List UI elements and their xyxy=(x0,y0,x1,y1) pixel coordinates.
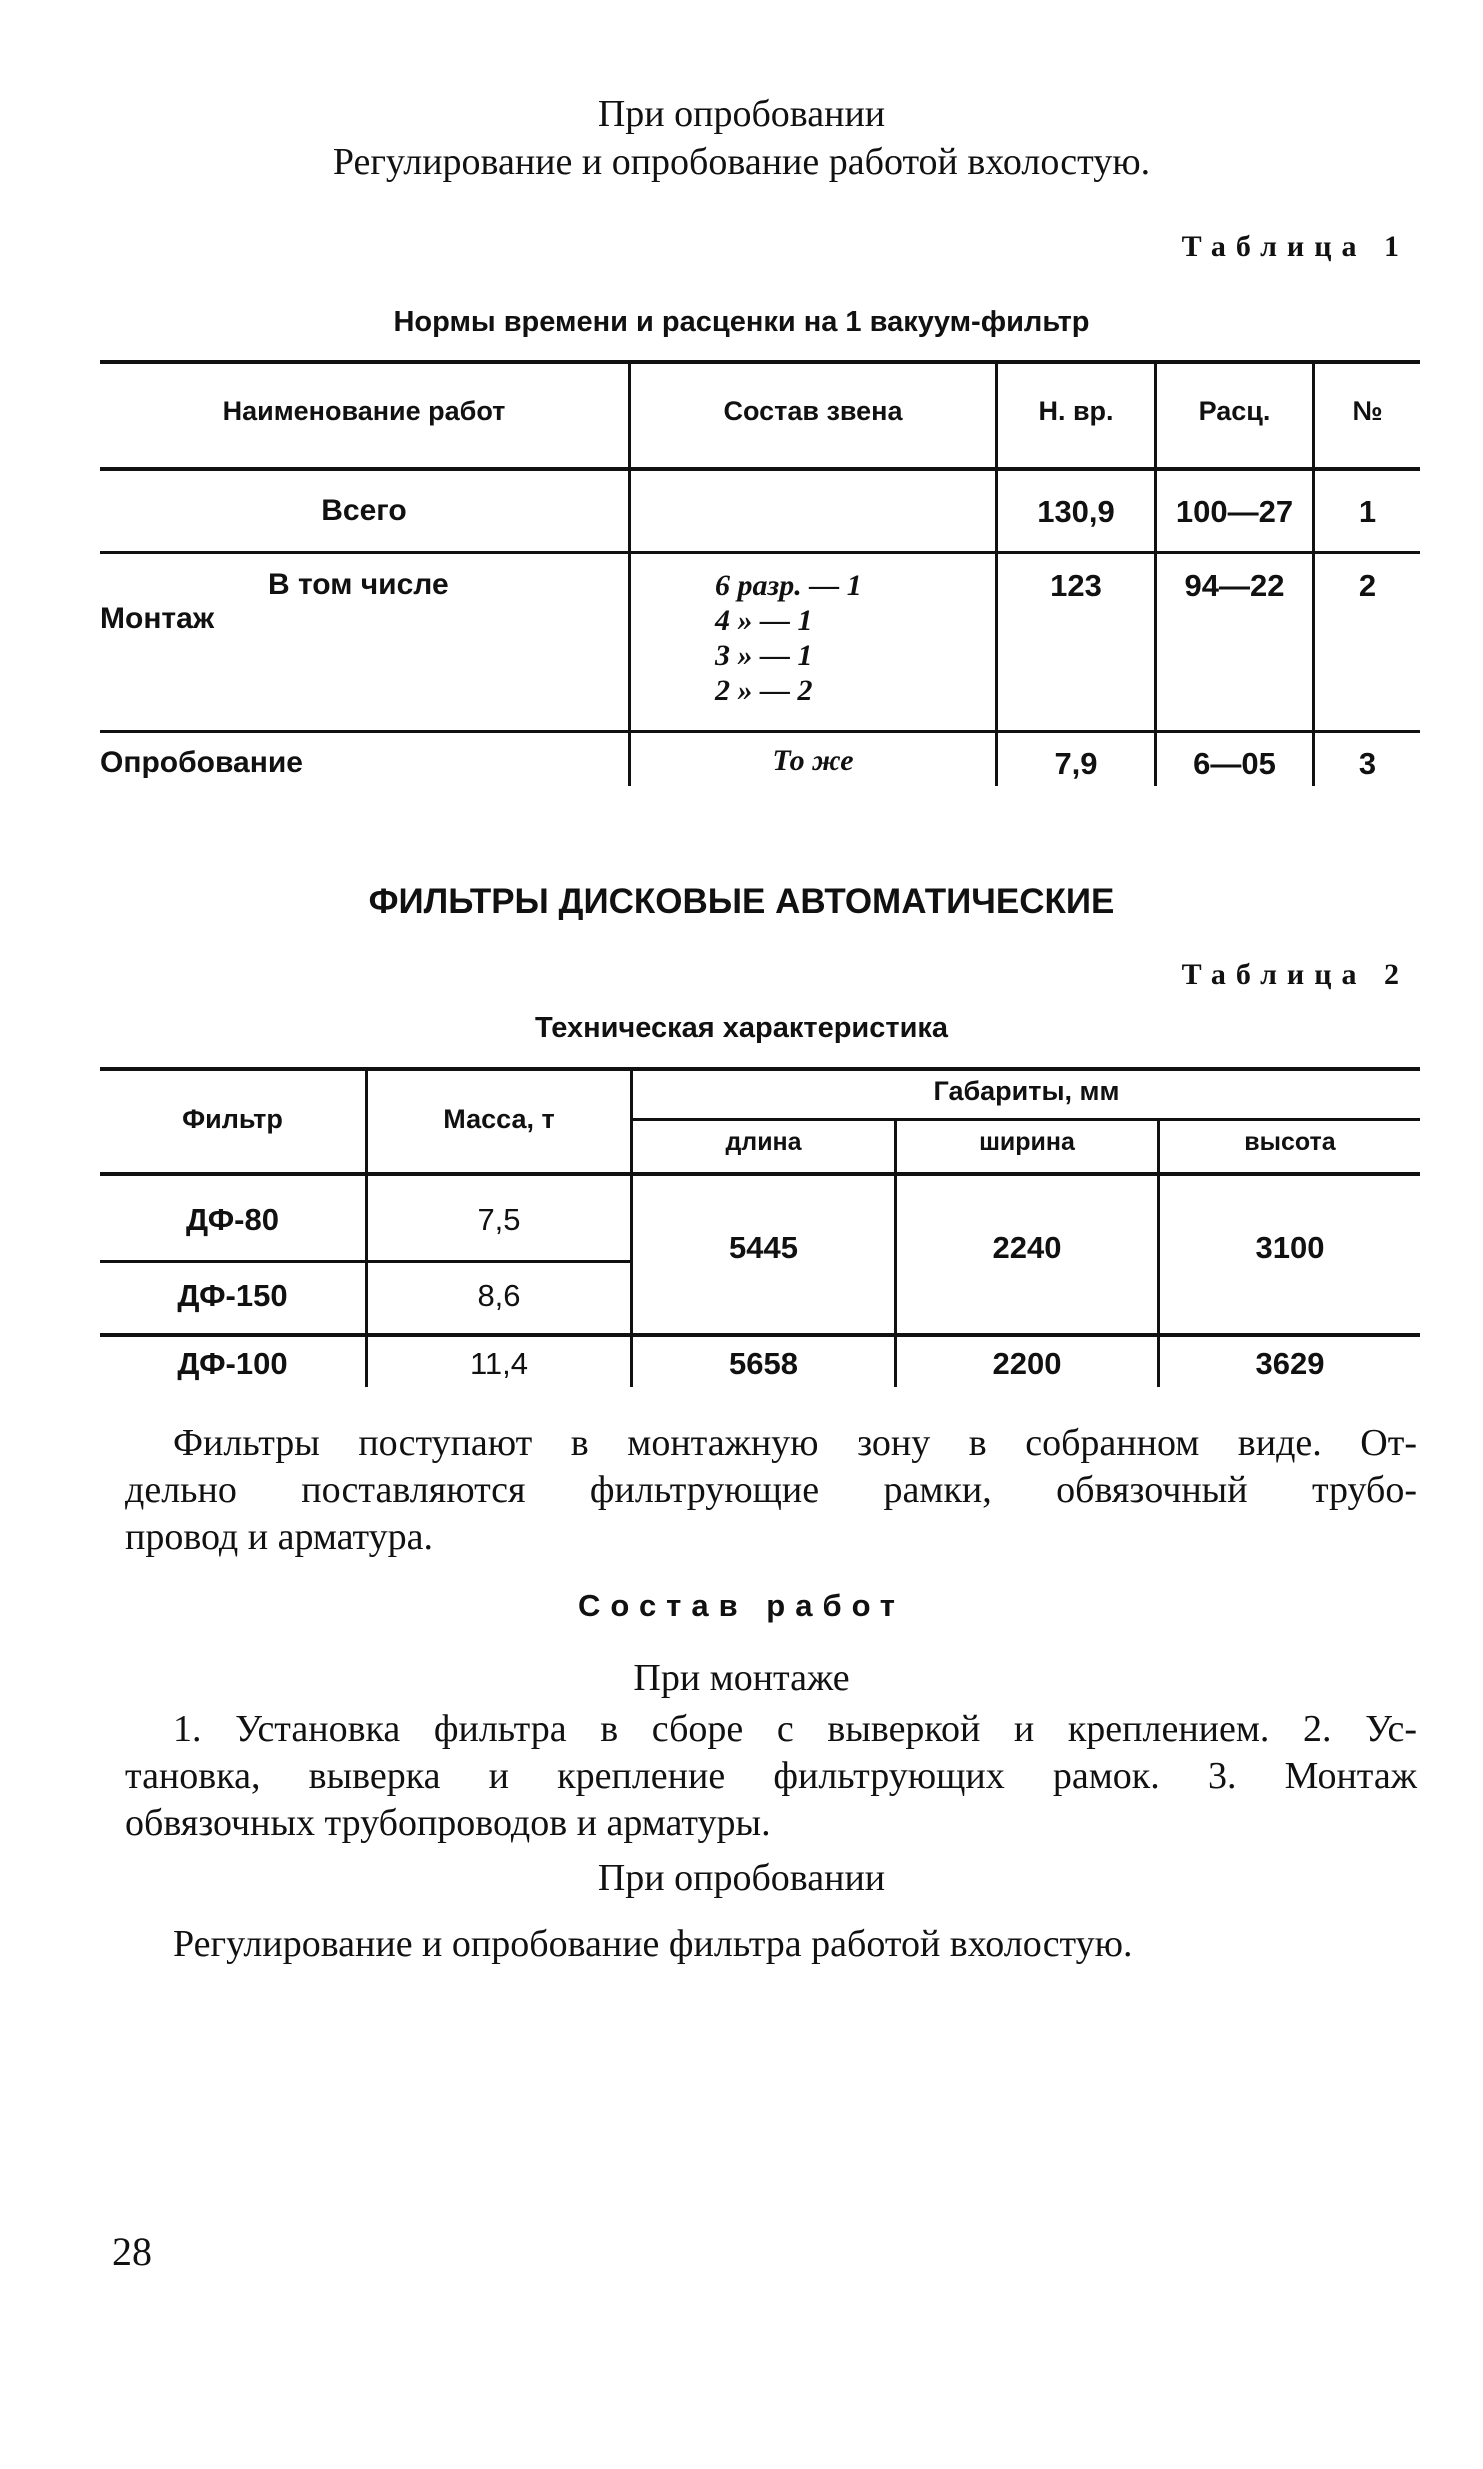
table1-top-rule xyxy=(100,360,1420,364)
paragraph-line: дельно поставляются фильтрующие рамки, обвязочный трубо- xyxy=(125,1469,1417,1511)
table1-cell-no: 2 xyxy=(1358,568,1377,603)
table2-header-width: ширина xyxy=(979,1128,1075,1156)
table2-cell-length: 5658 xyxy=(729,1346,798,1381)
table2-top-rule xyxy=(100,1067,1420,1071)
test-heading: При опробовании xyxy=(597,1857,886,1899)
table1-cell-rate: 100—27 xyxy=(1175,494,1294,529)
paragraph-line: 1. Установка фильтра в сборе с выверкой и креплением. 2. Ус- xyxy=(173,1708,1417,1750)
section-title: ФИЛЬТРЫ ДИСКОВЫЕ АВТОМАТИЧЕСКИЕ xyxy=(368,882,1115,921)
table2-col-rule xyxy=(630,1067,633,1387)
table2-cell-length-merged: 5445 xyxy=(729,1230,798,1265)
table1-cell-time: 130,9 xyxy=(1037,494,1115,529)
test-text: Регулирование и опробование фильтра работой вхолостую. xyxy=(173,1923,1133,1965)
table1-header-no: № xyxy=(1352,396,1383,426)
table1-header-time: Н. вр. xyxy=(1038,396,1114,426)
table1-title: Нормы времени и расценки на 1 вакуум-фильтр xyxy=(393,306,1090,338)
table1-cell-no: 1 xyxy=(1358,494,1377,529)
paragraph-line: провод и арматура. xyxy=(125,1516,434,1558)
table1-cell-crew: То же xyxy=(772,744,854,777)
table2-header-mass: Масса, т xyxy=(443,1104,555,1134)
table2-cell-height: 3629 xyxy=(1255,1346,1325,1381)
paragraph-line: обвязочных трубопроводов и арматуры. xyxy=(125,1802,771,1844)
table2-row-rule xyxy=(100,1333,1420,1337)
table1-header-rate: Расц. xyxy=(1198,396,1271,426)
crew-line: 3 » — 1 xyxy=(715,639,813,672)
table2-cell-filter: ДФ-150 xyxy=(177,1278,288,1313)
paragraph-line: Фильтры поступают в монтажную зону в собранном виде. От- xyxy=(173,1422,1417,1464)
table1-cell-subheading: В том числе xyxy=(268,568,449,601)
table1-cell-rate: 6—05 xyxy=(1193,746,1276,781)
table1-cell-rate: 94—22 xyxy=(1184,568,1285,603)
table1-label: Таблица 1 xyxy=(1181,230,1409,263)
mount-heading: При монтаже xyxy=(633,1657,850,1699)
table1-row-rule xyxy=(100,551,1420,554)
table2-cell-filter: ДФ-100 xyxy=(177,1346,288,1381)
composition-title: Состав работ xyxy=(578,1588,905,1623)
table2-cell-mass: 8,6 xyxy=(477,1278,521,1313)
table2-header-filter: Фильтр xyxy=(182,1104,283,1134)
crew-line: 4 » — 1 xyxy=(715,604,813,637)
table1-cell-name: Всего xyxy=(321,494,407,527)
table2-cell-filter: ДФ-80 xyxy=(186,1202,279,1237)
table1-cell-crew xyxy=(715,568,862,708)
table1-cell-name: Опробование xyxy=(100,746,303,779)
table1-cell-no: 3 xyxy=(1358,746,1377,781)
table1-cell-name: Монтаж xyxy=(100,602,215,635)
table1-cell-time: 123 xyxy=(1050,568,1102,603)
table2-header-height: высота xyxy=(1244,1128,1336,1156)
crew-line: 6 разр. — 1 xyxy=(715,569,862,602)
intro-text: Регулирование и опробование работой вхолостую. xyxy=(332,141,1151,183)
table2-cell-width: 2200 xyxy=(992,1346,1062,1381)
table2-label: Таблица 2 xyxy=(1181,958,1409,991)
table1-header-rule xyxy=(100,467,1420,471)
table1-header-name: Наименование работ xyxy=(222,396,506,426)
mount-text xyxy=(125,1706,1417,1847)
page-number: 28 xyxy=(112,2229,152,2274)
table1-cell-time: 7,9 xyxy=(1054,746,1098,781)
table2-header-rule xyxy=(100,1172,1420,1176)
paragraph-line: тановка, выверка и крепление фильтрующих рамок. 3. Монтаж xyxy=(125,1755,1417,1797)
intro-heading: При опробовании xyxy=(597,93,886,135)
table2-header-dims: Габариты, мм xyxy=(933,1076,1120,1106)
table1-header-crew: Состав звена xyxy=(723,396,903,426)
crew-line: 2 » — 2 xyxy=(715,674,813,707)
table2-dims-rule xyxy=(630,1118,1420,1121)
paragraph-delivery xyxy=(125,1420,1417,1561)
table1-row-rule xyxy=(100,730,1420,733)
table2-cell-mass: 11,4 xyxy=(469,1346,529,1381)
table2-header-length: длина xyxy=(725,1128,802,1156)
table2-cell-mass: 7,5 xyxy=(477,1202,521,1237)
table2-cell-height-merged: 3100 xyxy=(1255,1230,1325,1265)
table2-title: Техническая характеристика xyxy=(534,1012,949,1044)
table2-cell-width-merged: 2240 xyxy=(992,1230,1062,1265)
